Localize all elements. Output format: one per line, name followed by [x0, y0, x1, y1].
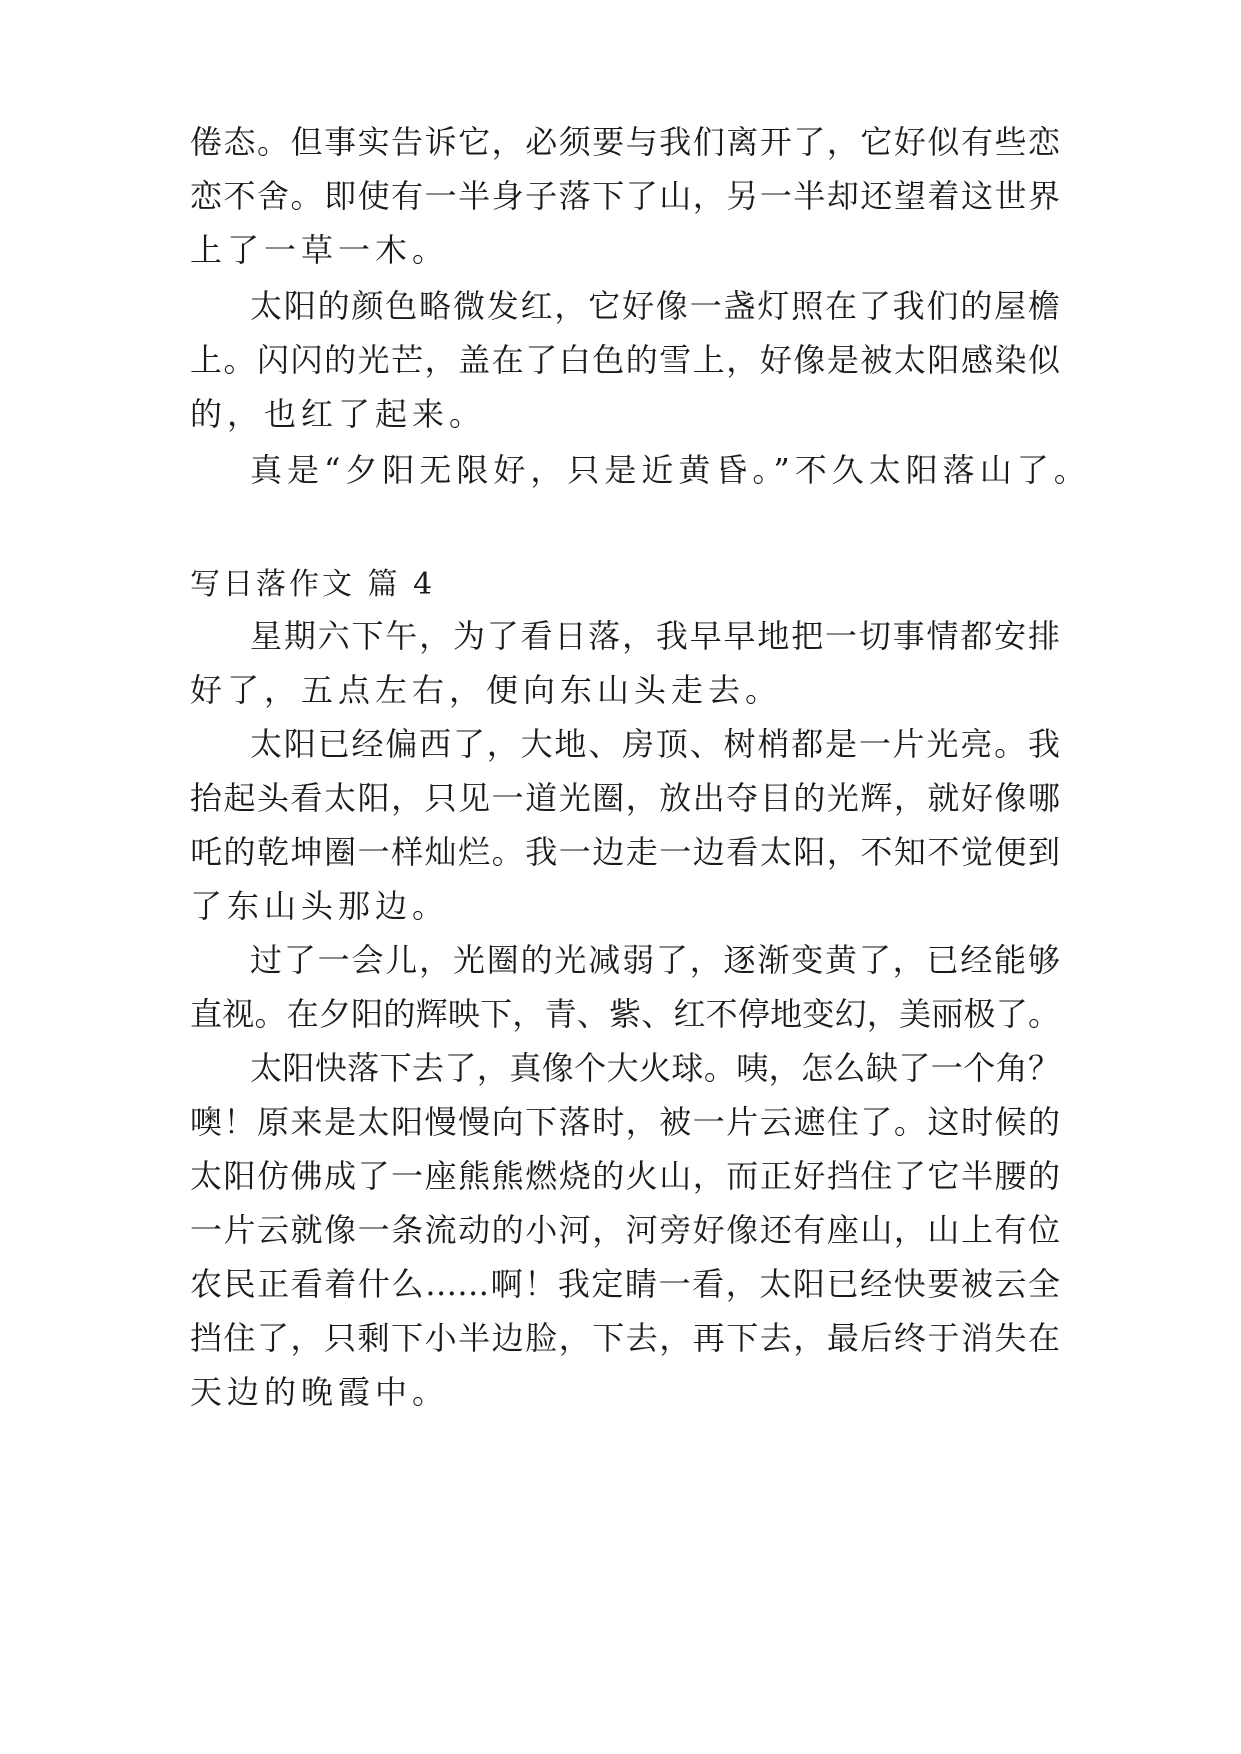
paragraph-line: 天边的晚霞中。	[190, 1373, 450, 1411]
paragraph-line: 吒的乾坤圈一样灿烂。我一边走一边看太阳，不知不觉便到	[190, 833, 1060, 871]
paragraph-line: 上。闪闪的光芒，盖在了白色的雪上，好像是被太阳感染似	[190, 341, 1060, 379]
paragraph-line: 上了一草一木。	[190, 231, 450, 269]
paragraph-line: 直视。在夕阳的辉映下，青、紫、红不停地变幻，美丽极了。	[190, 995, 1060, 1033]
section-heading: 写日落作文 篇 4	[190, 567, 436, 602]
paragraph-line: 倦态。但事实告诉它，必须要与我们离开了，它好似有些恋	[190, 123, 1060, 161]
paragraph-line: 噢！原来是太阳慢慢向下落时，被一片云遮住了。这时候的	[190, 1103, 1060, 1141]
paragraph-line: 抬起头看太阳，只见一道光圈，放出夺目的光辉，就好像哪	[190, 779, 1060, 817]
paragraph-line: 的，也红了起来。	[190, 395, 487, 433]
paragraph-line: 了东山头那边。	[190, 887, 450, 925]
paragraph-line: 太阳已经偏西了，大地、房顶、树梢都是一片光亮。我	[250, 725, 1060, 763]
paragraph-line: 太阳仿佛成了一座熊熊燃烧的火山，而正好挡住了它半腰的	[190, 1157, 1060, 1195]
paragraph-line: 过了一会儿，光圈的光减弱了，逐渐变黄了，已经能够	[250, 941, 1060, 979]
paragraph-line: 农民正看着什么……啊！我定睛一看，太阳已经快要被云全	[190, 1265, 1060, 1303]
paragraph-line: 好了，五点左右，便向东山头走去。	[190, 671, 783, 709]
paragraph-line: 太阳快落下去了，真像个大火球。咦，怎么缺了一个角？	[250, 1049, 1060, 1087]
paragraph-line: 太阳的颜色略微发红，它好像一盏灯照在了我们的屋檐	[250, 287, 1060, 325]
paragraph-line: 恋不舍。即使有一半身子落下了山，另一半却还望着这世界	[190, 177, 1060, 215]
paragraph-line: 星期六下午，为了看日落，我早早地把一切事情都安排	[250, 617, 1060, 655]
paragraph-line: 一片云就像一条流动的小河，河旁好像还有座山，山上有位	[190, 1211, 1060, 1249]
paragraph-line: 真是“夕阳无限好，只是近黄昏。”不久太阳落山了。	[250, 451, 1091, 489]
paragraph-line: 挡住了，只剩下小半边脸，下去，再下去，最后终于消失在	[190, 1319, 1060, 1357]
